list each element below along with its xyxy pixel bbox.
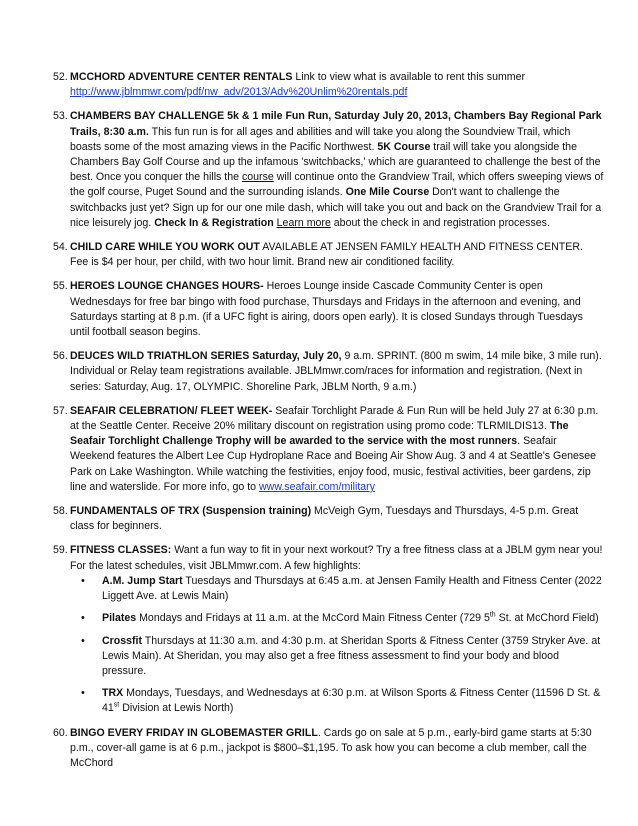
class-name: TRX (102, 687, 124, 700)
announcement-list (53, 70, 604, 771)
ordinal-suffix: st (113, 701, 120, 709)
class-name: Crossfit (102, 634, 143, 647)
list-item (53, 109, 604, 231)
sub-list-item (77, 611, 604, 626)
item-text: . Seafair Weekend features the Albert Lee Cup Hydroplane Race and Boeing Air Show Aug. 3 and 4 at Seattle's Genesee Park on Lake Washington. While watching the festivities, enjoy food, music, festival activities, beer gardens, zip line and waterslide. For more info, go to (70, 435, 596, 493)
item-number: 57. (53, 404, 68, 417)
item-bold-text: The Seafair Torchlight Challenge Trophy will be awarded to the service with the most runners (70, 420, 569, 448)
item-title: DEUCES WILD TRIATHLON SERIES Saturday, July 20, (70, 350, 342, 363)
bullet-icon: • (81, 612, 85, 625)
bullet-icon: • (81, 574, 85, 587)
item-title: MCCHORD ADVENTURE CENTER RENTALS (70, 71, 293, 83)
item-text: will continue onto the Grandview Trail, which offers sweeping views of the golf course, Puget Sound and the surrounding islands. (70, 171, 604, 199)
item-title: BINGO EVERY FRIDAY IN GLOBEMASTER GRILL (70, 726, 318, 739)
item-number: 58. (53, 505, 68, 518)
list-item (53, 504, 604, 534)
item-title: FITNESS CLASSES: (70, 544, 172, 557)
item-text: Want a fun way to fit in your next workout? Try a free fitness class at a JBLM gym near you! For the latest schedules, visit JBLMmwr.com. A few highlights: (70, 544, 603, 572)
list-item (53, 349, 604, 395)
item-number: 59. (53, 544, 68, 557)
course-link[interactable]: course (241, 171, 274, 184)
item-title: SEAFAIR CELEBRATION/ FLEET WEEK- (70, 404, 273, 417)
item-title: HEROES LOUNGE CHANGES HOURS- (70, 280, 264, 293)
item-text: This fun run is for all ages and abilities and will take you along the Soundview Trail, which boasts some of the most amazing views in the Pacific Northwest. (70, 125, 571, 153)
class-details: St. at McChord Field) (495, 612, 599, 625)
item-text: 9 a.m. SPRINT. (800 m swim, 14 mile bike, 3 mile run). Individual or Relay team registrations available. JBLMmwr.com/races for information and registration. (Next in series: Saturday, Aug. 17, OLYMPIC. Shoreline Park, JBLM North, 9 a.m.) (70, 350, 602, 393)
list-item (53, 279, 604, 340)
item-text: Don't want to challenge the switchbacks just yet? Sign up for our one mile dash, which will take you out and back on the Grandview Trail for a nice leisurely jog. (70, 186, 602, 229)
item-title: CHILD CARE WHILE YOU WORK OUT (70, 241, 260, 254)
list-item (53, 70, 604, 100)
item-number: 56. (53, 350, 68, 363)
item-text: Seafair Torchlight Parade & Fun Run will be held July 27 at 6:30 p.m. at the Seattle Center. Receive 20% military discount on registration using promo code: TLRMILDIS13. (70, 404, 599, 433)
ordinal-suffix: th (489, 611, 496, 619)
fitness-class-list (70, 574, 604, 717)
item-bold-text: Check In & Registration (154, 216, 274, 229)
item-text: about the check in and registration processes. (330, 216, 550, 229)
list-item (53, 240, 604, 270)
rentals-pdf-link[interactable]: http://www.jblmmwr.com/pdf/nw_adv/2013/Adv%20Unlim%20rentals.pdf (70, 86, 408, 99)
item-number: 55. (53, 280, 68, 293)
item-text: trail will take you alongside the Chambers Bay Golf Course and up the infamous 'switchbacks,' which are guaranteed to challenge the best of the best. Once you conquer the hills the (70, 140, 601, 184)
class-name: Pilates (102, 612, 137, 625)
class-details: Division at Lewis North) (119, 702, 234, 715)
item-number: 53. (53, 110, 68, 123)
list-item (53, 404, 604, 495)
item-number: 54. (53, 241, 68, 254)
item-title: CHAMBERS BAY CHALLENGE 5k & 1 mile Fun Run, Saturday July 20, 2013, Chambers Bay Regional Park Trails, 8:30 a.m. (70, 110, 602, 138)
class-details: Mondays and Fridays at 11 a.m. at the McCord Main Fitness Center (729 5 (136, 612, 490, 625)
learn-more-link[interactable]: Learn more (276, 216, 331, 229)
item-bold-text: One Mile Course (345, 186, 430, 199)
item-title: FUNDAMENTALS OF TRX (Suspension training) (70, 505, 312, 518)
class-name: A.M. Jump Start (102, 574, 183, 587)
list-item (53, 726, 604, 772)
class-details: Thursdays at 11:30 a.m. and 4:30 p.m. at Sheridan Sports & Fitness Center (3759 Stryker Ave. at Lewis Main). At Sheridan, you may also get a free fitness assessment to find your body and blood pressure. (102, 634, 601, 677)
item-text: Link to view what is available to rent this summer (292, 71, 526, 83)
list-item (53, 543, 604, 716)
class-details: Tuesdays and Thursdays at 6:45 a.m. at Jensen Family Health and Fitness Center (2022 Liggett Ave. at Lewis Main) (102, 574, 602, 603)
sub-list-item (77, 634, 604, 680)
item-number: 52. (53, 71, 68, 83)
item-text: Heroes Lounge inside Cascade Community Center is open Wednesdays for free bar bingo with food purchase, Thursdays and Fridays in the afternoon and evening, and Saturdays starting at 8 p.m. (if a UFC fight is airing, doors open early). It is closed Sundays through Tuesdays until football season begins. (70, 280, 583, 339)
item-number: 60. (53, 726, 68, 739)
bullet-icon: • (81, 687, 85, 700)
sub-list-item (77, 574, 604, 604)
seafair-link[interactable]: www.seafair.com/military (259, 480, 375, 493)
item-text: McVeigh Gym, Tuesdays and Thursdays, 4-5 p.m. Great class for beginners. (70, 505, 579, 533)
sub-list-item (77, 686, 604, 716)
item-text: . Cards go on sale at 5 p.m., early-bird game starts at 5:30 p.m., cover-all game is at 6 p.m., jackpot is $800–$1,195. To ask how you can become a club member, call the McChord (70, 726, 592, 769)
item-bold-text: 5K Course (377, 140, 431, 153)
class-details: Mondays, Tuesdays, and Wednesdays at 6:30 p.m. at Wilson Sports & Fitness Center (11596 D St. & 41 (102, 687, 601, 715)
item-text: AVAILABLE AT JENSEN FAMILY HEALTH AND FITNESS CENTER. Fee is $4 per hour, per child, with two hour limit. Brand new air conditioned facility. (70, 241, 583, 269)
bullet-icon: • (81, 634, 85, 647)
